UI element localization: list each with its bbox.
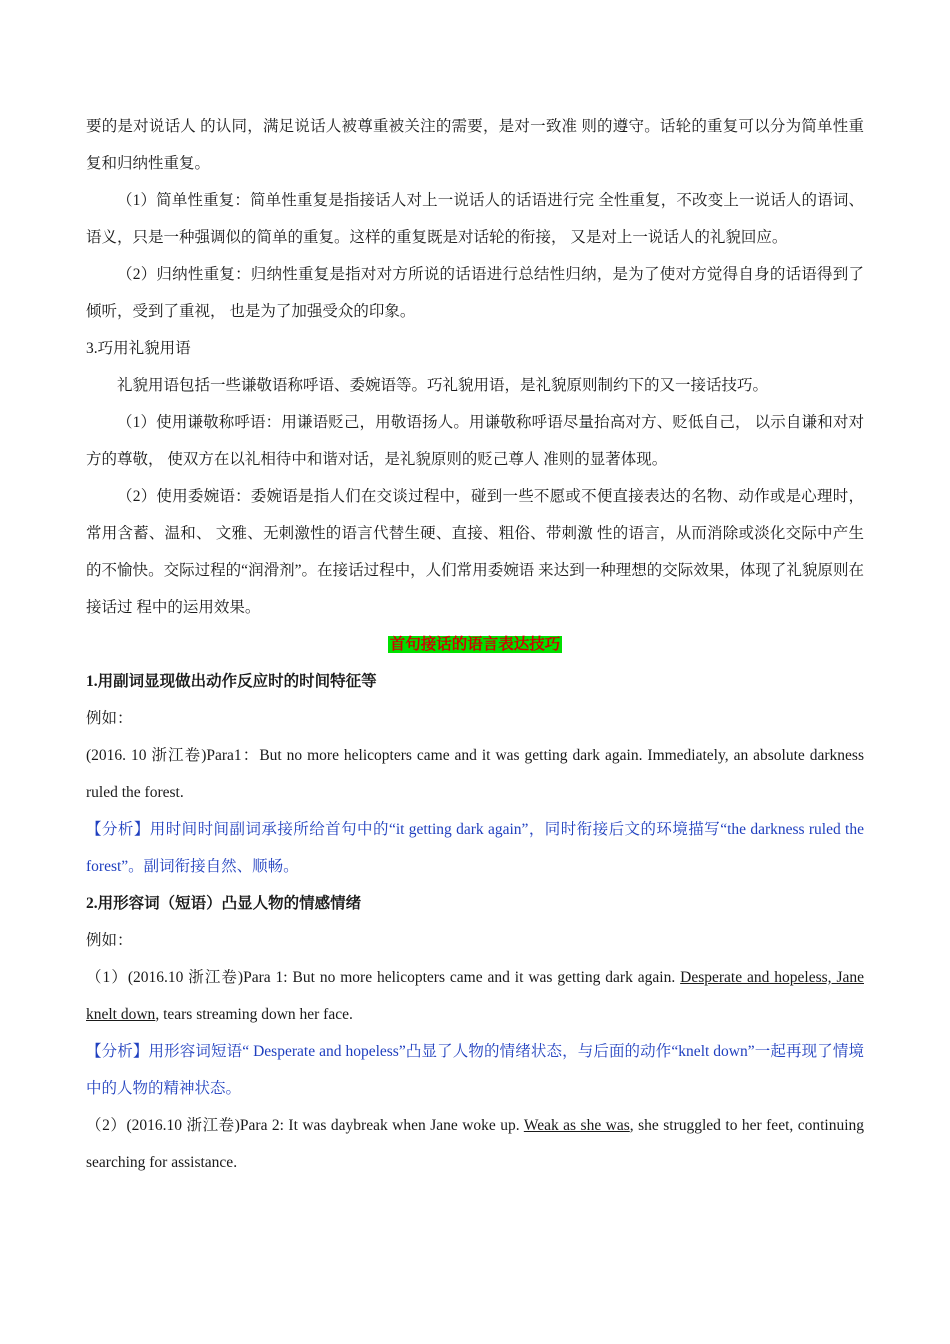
section-title: 首句接话的语言表达技巧 xyxy=(389,636,561,653)
paragraph-honorific: （1）使用谦敬称呼语：用谦语贬己，用敬语扬人。用谦敬称呼语尽量抬高对方、贬低自己， 以示自谦和对对方的尊敬， 使双方在以礼相待中和谐对话，是礼貌原则的贬己尊人 准则的显著体现。 xyxy=(86,414,864,468)
paragraph-simple-repetition: （1）简单性重复：简单性重复是指接话人对上一说话人的话语进行完 全性重复，不改变上一说话人的语词、语义，只是一种强调似的简单的重复。这样的重复既是对话轮的衔接， 又是对上一说话人的礼貌回应。 xyxy=(86,192,864,246)
paragraph-polite-intro: 礼貌用语包括一些谦敬语称呼语、委婉语等。巧礼貌用语，是礼貌原则制约下的又一接话技巧。 xyxy=(117,377,769,394)
heading-polite-language: 3.巧用礼貌用语 xyxy=(86,340,191,357)
item2-heading: 2.用形容词（短语）凸显人物的情感情绪 xyxy=(86,895,362,912)
item2-example-1 xyxy=(86,959,864,1033)
item2-example-label: 例如： xyxy=(86,932,133,949)
paragraph-summary-repetition: （2）归纳性重复：归纳性重复是指对对方所说的话语进行总结性归纳，是为了使对方觉得自身的话语得到了倾听，受到了重视， 也是为了加强受众的印象。 xyxy=(86,266,864,320)
ex2-pre: （2）(2016.10 浙江卷)Para 2: It was daybreak when Jane woke up. xyxy=(86,1117,524,1134)
document-page xyxy=(86,108,864,1181)
section-title-wrap xyxy=(86,626,864,663)
paragraph-1: 要的是对说话人 的认同，满足说话人被尊重被关注的需要，是对一致准 则的遵守。话轮的重复可以分为简单性重复和归纳性重复。 xyxy=(86,118,864,172)
ex2-post: , she struggled to her feet, continuing searching for assistance. xyxy=(86,1117,865,1171)
item1-example: (2016. 10 浙江卷)Para1：But no more helicopters came and it was getting dark again. Immediately, an absolute darkness ruled the forest. xyxy=(86,747,864,801)
ex1-underlined: Desperate and hopeless, Jane knelt down xyxy=(86,969,864,1023)
item2-example-2 xyxy=(86,1107,864,1181)
ex1-post: , tears streaming down her face. xyxy=(155,1006,353,1023)
item1-analysis: 【分析】用时间时间副词承接所给首句中的“it getting dark again”，同时衔接后文的环境描写“the darkness ruled the forest”。副词衔接自然、顺畅。 xyxy=(86,821,864,875)
item1-heading: 1.用副词显现做出动作反应时的时间特征等 xyxy=(86,673,377,690)
ex2-underlined: Weak as she was xyxy=(523,1117,630,1134)
ex1-pre: （1）(2016.10 浙江卷)Para 1: But no more helicopters came and it was getting dark again. xyxy=(86,969,681,986)
item2-analysis: 【分析】用形容词短语“ Desperate and hopeless”凸显了人物的情绪状态，与后面的动作“knelt down”一起再现了情境中的人物的精神状态。 xyxy=(86,1043,864,1097)
paragraph-euphemism: （2）使用委婉语：委婉语是指人们在交谈过程中，碰到一些不愿或不便直接表达的名物、动作或是心理时，常用含蓄、温和、 文雅、无刺激性的语言代替生硬、直接、粗俗、带刺激 性的语言，从而消除或淡化交际中产生的不愉快。交际过程的“润滑剂”。在接话过程中，人们常用委婉语 来达到一种理想的交际效果，体现了礼貌原则在接话过 程中的运用效果。 xyxy=(86,488,864,616)
item1-example-label: 例如： xyxy=(86,710,133,727)
